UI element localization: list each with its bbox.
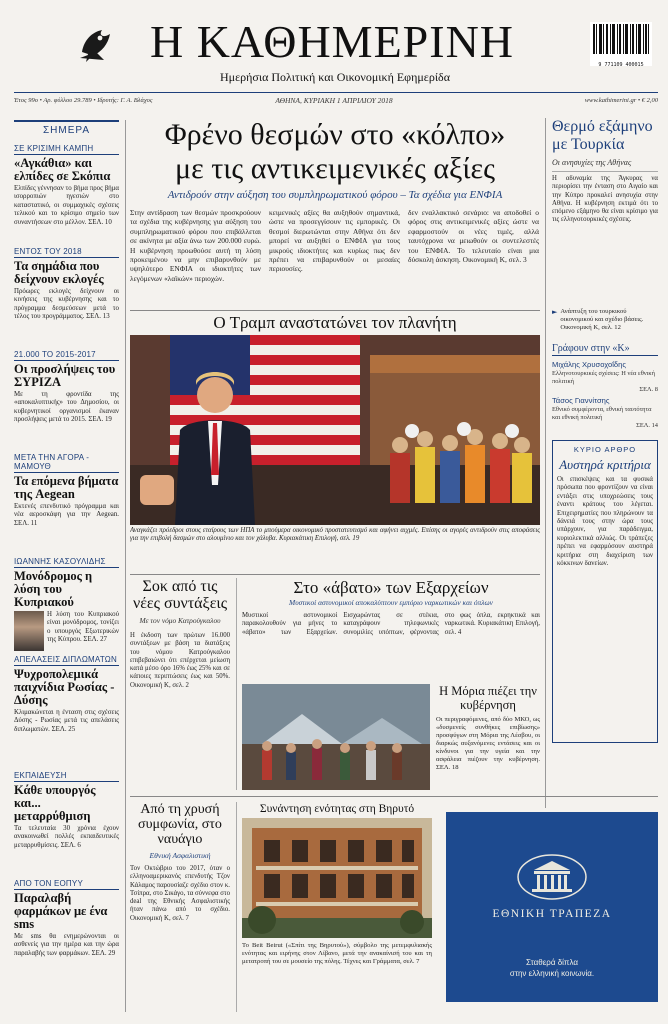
writer-topic: Εθνικό συμφέροντα, εθνική ταυτότητα και εθνική πολιτική [552,406,652,421]
issue-date: ΑΘΗΝΑ, ΚΥΡΙΑΚΗ 1 ΑΠΡΙΛΙΟΥ 2018 [275,96,393,105]
owl-logo-icon [74,22,118,66]
left-item-title: «Αγκάθια» και ελπίδες σε Σκόπια [14,156,111,183]
left-item-text: Κλιμακώνεται η ένταση στις σχέσεις Δύσης - Ρωσίας μετά τις απελάσεις διπλωματών. ΣΕΛ. 25 [14,709,119,733]
writer-page: ΣΕΛ. 8 [639,386,658,393]
writers-header: Γράφουν στην «Κ» [552,342,658,356]
website-price: www.kathimerini.gr • € 2,00 [584,97,658,104]
today-header: ΣΗΜΕΡΑ [14,120,119,136]
editorial-label: ΚΥΡΙΟ ΑΡΘΡΟ [573,445,637,454]
exarchia-text: Μυστικοί αστυνομικοί παρακολουθούν για μήνες το «άβατο» των Εξαρχείων. Εισχωρώντας σε στέκια, καταγράφουν τηλεφωνικές συνομιλίες υπόπτων, φέρνοντας στο φως όπλα, εκρηκτικά και ναρκωτικά. Κυριακάτικη Επιλογή, σελ. 4 [242,612,540,636]
left-column [14,120,119,1012]
left-item-text: Με sms θα ενημερώνονται οι ασθενείς για την ημέρα και την ώρα παραλαβής των φαρμάκων. ΣΕΛ. 29 [14,933,119,957]
golden-subtitle: Εθνική Ασφαλιστική [149,851,211,860]
turkey-subtitle: Οι ανησυχίες της Αθήνας [552,157,658,172]
moria-title: Η Μόρια πιέζει την κυβέρνηση [439,684,537,712]
left-item[interactable] [14,557,119,651]
exarchia-story[interactable] [242,578,540,678]
left-item-title: Οι προσλήψεις του ΣΥΡΙΖΑ [14,362,116,389]
turkey-text: Η αδυναμία της Άγκυρας να περιορίσει την ένταση στο Αιγαίο και την Κύπρο προκαλεί ανησυχία στην Αθήνα. Η κυβέρνηση εκτιμά ότι το επόμενο εξάμηνο θα είναι κρίσιμο για τις ελληνοτουρκικές σχέσεις. [552,175,658,224]
writers-box [552,342,658,430]
exarchia-subtitle: Μυστικοί αστυνομικοί αποκαλύπτουν εμπόριο ναρκωτικών και όπλων [289,598,493,607]
moria-story[interactable] [436,684,540,790]
left-item-kicker: ΑΠΕΛΑΣΕΙΣ ΔΙΠΛΩΜΑΤΩΝ [14,655,119,666]
writer-name: Τάσος Γιαννίτσης [552,396,610,405]
trump-caption: Αναγκάζει πρόεδροι στους εταίρους των ΗΠΑ το μπούμερα οικονομικό προστατευτισμό και αφήνει αιχμές. Επίσης οι αγορές αντιδρούν στις αποφάσεις για την επιβολή δασμών στο αλουμίνιο και τον χάλυβα. Κυριακάτικη Επιλογή, σελ. 19 [130,527,540,543]
trump-story[interactable] [130,310,540,570]
lead-column-3: δεν εναλλακτικό σενάριο: να αποδοθεί ο φόρος στις αντικειμενικές αξίες ώστε να εφαρμοστούν οι νέες τιμές, αλλά ταυτόχρονα να μειωθούν οι συντελεστές του ΕΝΦΙΑ. Το τελευταίο είναι μια δύσκολη άσκηση. Οικονομική Κ, σελ. 3 [408,208,539,265]
trump-photo [130,335,540,525]
left-item-title: Παραλαβή φαρμάκων με ένα sms [14,891,108,931]
arrow-right-icon: ► [552,308,558,316]
editorial-text: Οι επισκέψεις και τα φυσικά πρόσωπα που φροντίζουν να είναι εντάξει στις υποχρεώσεις τους έναντι κράτους του λέγεται. Επιχειρηματίες που πληρώνουν τα δάνειά τους στην ώρα τους υπάρχουν, για παράδειγμα, κυριολεκτικά αλλιώς. Οι τράπεζες πρέπει να εφαρμόσουν αυστηρά κριτήρια στη διαχείριση των κόκκινων δανείων. [557,476,653,568]
left-item-title: Τα επόμενα βήματα της Aegean [14,474,119,501]
left-item[interactable] [14,350,119,449]
turkey-story[interactable] [552,118,658,332]
left-item-kicker: ΣΕ ΚΡΙΣΙΜΗ ΚΑΜΠΗ [14,144,119,155]
editorial-title: Αυστηρά κριτήρια [559,457,651,472]
issue-line [14,95,658,107]
left-item-text: Ελπίδες γέννησαν το βήμα προς βήμα ισορροπιών ηγεσιών στο καταστατικό, οι συμμαχικές σχέσεις τελικού και το κρίσιμο σημείο των συναντήσεων στο μέλλον. ΣΕΛ. 10 [14,185,119,226]
lead-headline-line2: με τις αντικειμενικές αξίες [175,152,495,185]
left-item-kicker: ΕΝΤΟΣ ΤΟΥ 2018 [14,247,119,258]
pensions-title: Σοκ από τις νέες συντάξεις [132,578,228,612]
lead-headline-line1: Φρένο θεσμών στο «κόλπο» [164,118,506,151]
barcode [590,22,652,66]
bank-slogan-line1: Σταθερά δίπλα [526,958,578,967]
beirut-photo [242,818,432,938]
left-item-title: Τα σημάδια που δείχνουν εκλογές [14,259,104,286]
left-item-kicker: ΑΠΟ ΤΟΝ ΕΟΠΥΥ [14,879,119,890]
golden-story[interactable] [130,802,230,1012]
left-item[interactable] [14,453,119,553]
editorial-box[interactable] [552,440,658,743]
left-item-title: Μονόδρομος η λύση του Κυπριακού [14,569,93,609]
newspaper-subtitle: Ημερήσια Πολιτική και Οικονομική Εφημερίδα [219,70,451,84]
writer-name: Μιχάλης Χρυσοχοΐδης [552,360,627,369]
turkey-link-text: Ανάπτυξη του τουρκικού οικονομικού και σχέδιο βάσεις. Οικονομική Κ, σελ. 12 [560,308,644,331]
portrait-photo [14,611,44,651]
lead-subtitle: Αντιδρούν στην αύξηση του συμπληρωματικού φόρου – Τα σχέδια για ΕΝΦΙΑ [167,189,503,201]
left-item[interactable] [14,771,119,875]
bank-brand: ΕΘΝΙΚΗ ΤΡΑΠΕΖΑ [492,908,612,920]
lead-story[interactable] [130,118,540,308]
newspaper-title: Η ΚΑΘΗΜΕΡΙΝΗ [149,16,515,67]
issue-info: Έτος 99ο • Αρ. φύλλου 29.789 • Ιδρυτής: Γ. Α. Βλάχος [14,97,153,104]
writer-topic: Ελληνοτουρκικές σχέσεις: Η νέα εθνική πολιτική [552,370,655,385]
left-item-title: Κάθε υπουργός και... μεταρρύθμιση [14,783,96,823]
turkey-link[interactable] [552,308,658,332]
pensions-text: Η έκδοση των πρώτων 16.000 συντάξεων με βάση τα διατάξεις του νόμου Κατρούγκαλου επιβεβαιώνει ότι επέρχεται μείωση κατά μέσο όρο 16% έως 25% και σε κάποιες περιπτώσεις έως και 50%. Οικονομική Κ, σελ. 2 [130,632,230,689]
bank-slogan-line2: στην ελληνική κοινωνία. [509,969,595,978]
moria-photo [242,684,430,790]
bank-advertisement[interactable] [446,812,658,1002]
bank-building-icon [516,852,588,902]
pensions-subtitle: Με τον νόμο Κατρούγκαλου [139,616,221,625]
lead-column-2: κειμενικές αξίες θα αυξηθούν σημαντικά, ώστε να προσεγγίσουν τις εμπορικές. Οι θεσμοί διερωτώνται στην Αθήνα ότι δεν μπορεί να αυξηθεί ο ΕΝΦΙΑ για τους μικρούς ιδιοκτήτες και κυρίως πως δεν πρέπει να επιβαρυνθούν οι μεσαίες περιουσίες. [269,208,400,274]
left-item-text: Πρόωρες εκλογές δείχνουν οι κινήσεις της κυβέρνησης και το πρόγραμμα δεσμεύσεων μετά το τέλος του προγράμματος. ΣΕΛ. 13 [14,288,119,321]
barcode-digits: 9 771109 400015 [598,62,644,68]
lead-column-1: Στην αντίδραση των θεσμών προσκρούουν τα σχέδια της κυβέρνησης για αύξηση του συμπληρωματικού φόρου που επιβάλλεται σε ακίνητα με αξία άνω των 200.000 ευρώ. Η κυβέρνηση προωθούσε αυτή τη λύση προκειμένου να μην επιβαρυνθούν με υψηλότερο ΕΝΦΙΑ οι ιδιοκτήτες των λεγόμενων «λαϊκών» περιοχών. [130,208,261,283]
right-column [552,118,658,808]
left-item-text: Η λύση του Κυπριακού είναι μονόδρομος, τονίζει ο υπουργός Εξωτερικών της Κύπρου. ΣΕΛ. 27 [47,611,119,644]
writer-entry[interactable] [552,396,658,430]
left-item[interactable] [14,655,119,767]
writer-entry[interactable] [552,360,658,394]
trump-headline: Ο Τραμπ αναστατώνει τον πλανήτη [213,313,457,332]
beirut-title: Συνάντηση ενότητας στη Βηρυτό [259,803,415,815]
turkey-title: Θερμό εξάμηνο με Τουρκία [552,118,653,153]
left-item-title: Ψυχροπολεμικά παιχνίδια Ρωσίας - Δύσης [14,667,115,707]
left-item-kicker: ΙΩΑΝΝΗΣ ΚΑΣΟΥΛΙΔΗΣ [14,557,119,568]
left-item-kicker: 21.000 ΤΟ 2015-2017 [14,350,119,361]
left-item-text: Εκτενές επενδυτικό πρόγραμμα και νέα αεροσκάφη για την Aegean. ΣΕΛ. 11 [14,503,119,527]
masthead [0,0,668,95]
left-item-kicker: ΜΕΤΑ ΤΗΝ ΑΓΟΡΑ - ΜΑΜΟΥΘ [14,453,119,473]
pensions-story[interactable] [130,578,230,790]
exarchia-title: Στο «άβατο» των Εξαρχείων [293,578,489,597]
left-item[interactable] [14,247,119,346]
left-item[interactable] [14,879,119,981]
left-item-text: Τα τελευταία 30 χρόνια έχουν ανακοινωθεί πολλές εκπαιδευτικές μεταρρυθμίσεις. ΣΕΛ. 6 [14,825,119,849]
left-item-kicker: ΕΚΠΑΙΔΕΥΣΗ [14,771,119,782]
left-item[interactable] [14,144,119,243]
golden-text: Τον Οκτώβριο του 2017, όταν ο ελληνοαμερικανός επενδυτής Τζον Κάλαμος παρουσίαζε σχέδιο στον κ. Τσίπρα, στο Σικάγο, τα σύννεφα στο deal της Εθνικής Ασφαλιστικής ήταν πάνω από το σχέδιο. Οικονομική Κ, σελ. 7 [130,865,230,922]
moria-text: Οι περιγραφόμενες, από δύο ΜΚΟ, ως «δυσμενείς συνθήκες επιβίωσης» προσφύγων στη Μόρια της Λέσβου, οι διαρκώς αυξανόμενες εντάσεις και οι κίνδυνοι για την υγεία και την ασφάλεια πιέζουν την κυβέρνηση. ΣΕΛ. 18 [436,716,540,771]
left-item-text: Με τη φροντίδα της «αποκαλυπτικής» του Δημοσίου, οι κυβερνητικοί οργανισμοί έκαναν προσλήψεις μετά το 2015. ΣΕΛ. 19 [14,391,119,424]
writer-page: ΣΕΛ. 14 [636,422,658,429]
golden-title: Από τη χρυσή συμφωνία, στο ναυάγιο [138,802,222,847]
beirut-text: Το Beit Beirut («Σπίτι της Βηρυτού»), σύμβολο της μετεμφυλιακής ενότητας και ειρήνης στον Λίβανο, μετά την ανακαίνισή του και τη μετατροπή του σε μουσείο της πόλης. Τέχνες και Γράμματα, σελ. 7 [242,942,432,965]
beirut-story[interactable] [242,802,432,1012]
